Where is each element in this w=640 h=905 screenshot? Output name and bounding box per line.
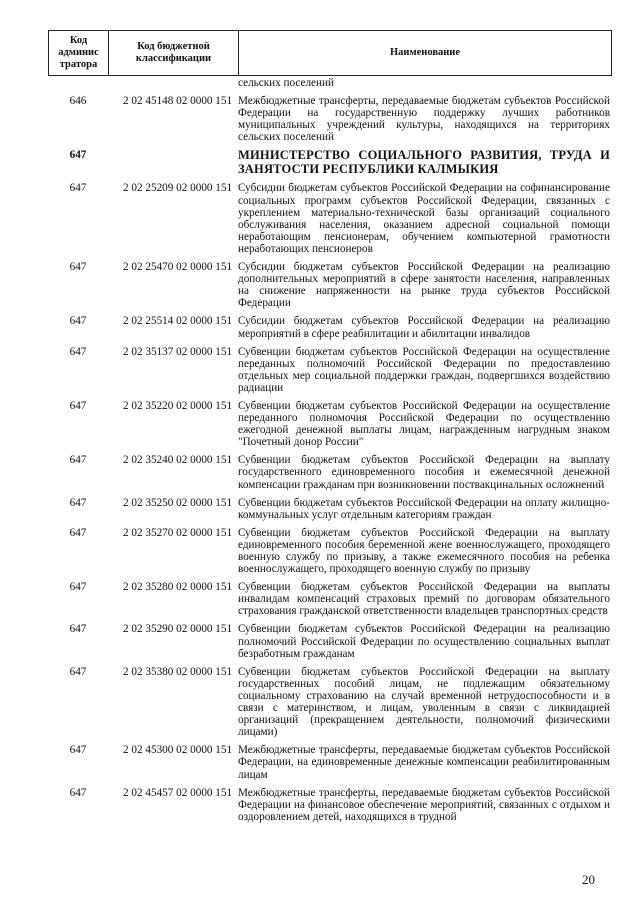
admin-code-cell: 647 <box>69 182 87 195</box>
table-row <box>48 261 612 309</box>
name-cell: Субвенции бюджетам субъектов Российской Федерации на выплату государственного единовременного пособия и ежемесячной денежной компенсации гражданам при возникновении поствакцинальных осложнений <box>238 454 610 491</box>
table-row <box>48 744 612 780</box>
name-cell: Субвенции бюджетам субъектов Российской Федерации на осуществление переданных полномочий Российской Федерации по предоставлению отдельных мер социальной поддержки граждан, подвергшихся воздействию радиации <box>238 345 610 394</box>
table-row <box>48 149 612 176</box>
name-cell: Субсидии бюджетам субъектов Российской Федерации на реализацию дополнительных мероприятий в сфере занятости населения, направленных на снижение напряженности на рынке труда субъектов Российской Федерации <box>238 261 610 310</box>
name-cell: МИНИСТЕРСТВО СОЦИАЛЬНОГО РАЗВИТИЯ, ТРУДА И ЗАНЯТОСТИ РЕСПУБЛИКИ КАЛМЫКИЯ <box>238 148 610 176</box>
admin-code-cell: 647 <box>69 149 87 162</box>
table-row <box>48 454 612 490</box>
budget-code-cell: 2 02 35240 02 0000 151 <box>123 454 233 467</box>
name-cell: сельских поселений <box>238 77 334 89</box>
budget-code-cell: 2 02 35250 02 0000 151 <box>123 496 233 509</box>
budget-code-cell <box>108 77 238 89</box>
name-cell: Субвенции бюджетам субъектов Российской Федерации на выплаты инвалидам компенсаций страховых премий по договорам обязательного страхования гражданской ответственности владельцев транспортных средств <box>238 581 610 618</box>
table-row <box>48 527 612 575</box>
admin-code-cell: 647 <box>69 786 87 799</box>
table-row <box>48 95 612 143</box>
header-admin-code: Код админис тратора <box>49 31 109 75</box>
budget-code-cell: 2 02 35270 02 0000 151 <box>123 526 233 539</box>
table-row <box>48 315 612 339</box>
admin-code-cell <box>48 77 108 89</box>
admin-code-cell: 647 <box>69 261 87 274</box>
admin-code-cell: 647 <box>69 454 87 467</box>
table-row <box>48 623 612 659</box>
budget-code-cell: 2 02 45300 02 0000 151 <box>123 744 233 757</box>
table-body <box>48 77 612 823</box>
budget-code-cell <box>108 149 238 176</box>
name-cell: Субвенции бюджетам субъектов Российской Федерации на реализацию полномочий Российской Федерации по осуществлению социальных выплат безработным гражданам <box>238 623 610 660</box>
name-cell: Субвенции бюджетам субъектов Российской Федерации на выплату государственных пособий лицам, не подлежащим обязательному социальному страхованию на случай временной нетрудоспособности и в связи с материнством, и лицам, уволенным в связи с ликвидацией организаций (прекращением деятельности, полномочий физическими лицами) <box>238 665 610 739</box>
budget-code-cell: 2 02 35280 02 0000 151 <box>123 581 233 594</box>
budget-code-cell: 2 02 45148 02 0000 151 <box>123 95 233 108</box>
table-row <box>48 581 612 617</box>
table-row <box>48 346 612 394</box>
admin-code-cell: 647 <box>69 665 87 678</box>
table-row <box>48 666 612 739</box>
budget-code-cell: 2 02 45457 02 0000 151 <box>123 786 233 799</box>
admin-code-cell: 646 <box>69 95 87 108</box>
admin-code-cell: 647 <box>69 623 87 636</box>
admin-code-cell: 647 <box>69 345 87 358</box>
table-row <box>48 182 612 255</box>
name-cell: Субвенции бюджетам субъектов Российской Федерации на оплату жилищно-коммунальных услуг отдельным категориям граждан <box>238 496 610 521</box>
budget-code-cell: 2 02 35137 02 0000 151 <box>123 345 233 358</box>
budget-code-cell: 2 02 25470 02 0000 151 <box>123 261 233 274</box>
budget-code-cell: 2 02 25209 02 0000 151 <box>123 182 233 195</box>
admin-code-cell: 647 <box>69 744 87 757</box>
name-cell: Межбюджетные трансферты, передаваемые бюджетам субъектов Российской Федерации на финансовое обеспечение мероприятий, связанных с отдыхом и оздоровлением детей, находящихся в трудной <box>238 786 610 823</box>
admin-code-cell: 647 <box>69 315 87 328</box>
table-header <box>48 30 612 76</box>
table-row <box>48 787 612 823</box>
admin-code-cell: 647 <box>69 496 87 509</box>
name-cell: Межбюджетные трансферты, передаваемые бюджетам субъектов Российской Федерации на государственную поддержку лучших работников муниципальных учреждений культуры, находящихся на территориях сельских поселений <box>238 95 610 144</box>
page-number: 20 <box>582 872 595 887</box>
name-cell: Субсидии бюджетам субъектов Российской Федерации на софинансирование социальных программ субъектов Российской Федерации, связанных с укреплением материально-технической базы организаций социального обслуживания населения, оказанием адресной социальной помощи неработающим пенсионерам, обучением компьютерной грамотности неработающих пенсионеров <box>238 182 610 255</box>
budget-code-cell: 2 02 35380 02 0000 151 <box>123 665 233 678</box>
table-row <box>48 497 612 521</box>
table-row <box>48 400 612 448</box>
admin-code-cell: 647 <box>69 526 87 539</box>
budget-code-cell: 2 02 35290 02 0000 151 <box>123 623 233 636</box>
admin-code-cell: 647 <box>69 581 87 594</box>
header-budget-code: Код бюджетной классификации <box>109 31 239 75</box>
name-cell: Субвенции бюджетам субъектов Российской Федерации на осуществление переданного полномочия Российской Федерации по осуществлению ежегодной денежной выплаты лицам, награжденным нагрудным знаком "Почетный донор России" <box>238 399 610 449</box>
name-cell: Межбюджетные трансферты, передаваемые бюджетам субъектов Российской Федерации, на единовременные денежные компенсации реабилитированным лицам <box>238 744 610 781</box>
name-cell: Субсидии бюджетам субъектов Российской Федерации на реализацию мероприятий в сфере реабилитации и абилитации инвалидов <box>238 315 610 340</box>
admin-code-cell: 647 <box>69 399 87 412</box>
table-row <box>48 77 612 89</box>
budget-code-cell: 2 02 35220 02 0000 151 <box>123 399 233 412</box>
header-name: Наименование <box>390 47 460 58</box>
name-cell: Субвенции бюджетам субъектов Российской Федерации на выплату единовременного пособия беременной жене военнослужащего, проходящего военную службу по призыву, а также ежемесячного пособия на ребенка военнослужащего, проходящего военную службу по призыву <box>238 526 610 576</box>
budget-code-cell: 2 02 25514 02 0000 151 <box>123 315 233 328</box>
